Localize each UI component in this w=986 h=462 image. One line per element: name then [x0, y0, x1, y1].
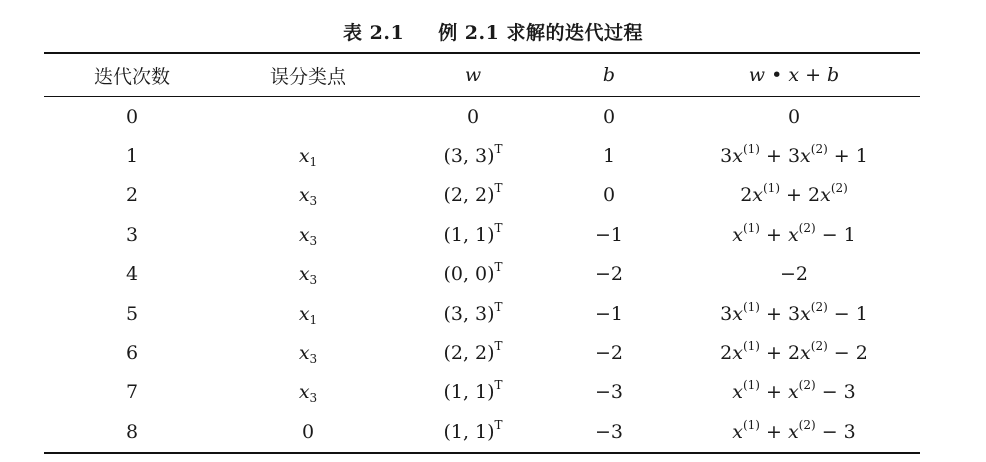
w-vector: 0 [466, 105, 480, 128]
expression-text: $2x^{(1)} + 2x^{(2)} - 2$ [720, 339, 868, 365]
expression-text: −2 [779, 263, 808, 286]
cell-b: −1 [594, 302, 623, 325]
point-subscript: 1 [309, 312, 318, 327]
expression-text: $x^{(1)} + x^{(2)} - 3$ [732, 417, 856, 443]
transpose-superscript: T [494, 299, 503, 314]
cell-misclassified-point [220, 333, 396, 372]
point-subscript: 3 [309, 194, 318, 209]
cell-misclassified-point [220, 136, 396, 175]
cell-iteration: 6 [125, 342, 139, 365]
point-symbol: x [298, 263, 310, 286]
point-symbol: x [298, 145, 310, 168]
cell-w [396, 136, 550, 175]
cell-w [396, 294, 550, 333]
cell-w [396, 255, 550, 294]
point-subscript: 3 [309, 352, 318, 367]
w-vector: (3, 3) [443, 145, 495, 168]
cell-b: −1 [594, 223, 623, 246]
transpose-superscript: T [494, 220, 503, 235]
point-subscript: 3 [309, 233, 318, 248]
table-row [44, 215, 920, 254]
cell-iteration: 5 [125, 302, 139, 325]
cell-misclassified-point [220, 255, 396, 294]
cell-b: 1 [602, 145, 616, 168]
cell-b: −2 [594, 342, 623, 365]
iteration-table [44, 52, 920, 454]
w-vector: (0, 0) [443, 263, 495, 286]
cell-expression [668, 176, 920, 215]
iteration-table-container [44, 52, 920, 454]
cell-iteration: 0 [125, 105, 139, 128]
transpose-superscript: T [494, 417, 503, 432]
table-row [44, 333, 920, 372]
header-misclassified-point: 误分类点 [269, 65, 346, 88]
table-row [44, 255, 920, 294]
w-vector: (1, 1) [443, 381, 495, 404]
point-subscript: 1 [309, 155, 318, 170]
cell-expression [668, 412, 920, 452]
transpose-superscript: T [494, 260, 503, 275]
w-vector: (2, 2) [443, 342, 495, 365]
cell-iteration: 7 [125, 381, 139, 404]
table-row [44, 176, 920, 215]
cell-misclassified-point [220, 373, 396, 412]
transpose-superscript: T [494, 181, 503, 196]
cell-iteration: 4 [125, 263, 139, 286]
cell-w [396, 373, 550, 412]
cell-iteration: 3 [125, 223, 139, 246]
point-symbol: x [298, 184, 310, 207]
table-row [44, 136, 920, 175]
table-title: 例 2.1 求解的迭代过程 [438, 22, 643, 44]
cell-b: −3 [594, 381, 623, 404]
cell-iteration: 1 [125, 145, 139, 168]
cell-misclassified-point [220, 294, 396, 333]
point-symbol: x [298, 381, 310, 404]
point-symbol: x [298, 223, 310, 246]
table-row [44, 412, 920, 452]
table-number: 表 2.1 [343, 22, 405, 44]
expression-text: $3x^{(1)} + 3x^{(2)} + 1$ [720, 142, 868, 168]
header-b: b [602, 64, 616, 86]
point-subscript: 3 [309, 273, 318, 288]
expression-text: $2x^{(1)} + 2x^{(2)}$ [740, 181, 848, 207]
cell-expression [668, 373, 920, 412]
cell-b: 0 [602, 105, 616, 128]
cell-misclassified-point [220, 97, 396, 137]
expression-text: $x^{(1)} + x^{(2)} - 1$ [732, 220, 856, 246]
cell-expression [668, 215, 920, 254]
cell-w [396, 412, 550, 452]
cell-misclassified-point [220, 215, 396, 254]
point-symbol: x [298, 342, 310, 365]
w-vector: (3, 3) [443, 302, 495, 325]
expression-text: $3x^{(1)} + 3x^{(2)} - 1$ [720, 299, 868, 325]
expression-text: 0 [787, 105, 801, 128]
point-symbol: 0 [301, 420, 315, 443]
w-vector: (1, 1) [443, 223, 495, 246]
expression-text: $x^{(1)} + x^{(2)} - 3$ [732, 378, 856, 404]
header-w: w [464, 64, 482, 86]
cell-w [396, 97, 550, 137]
cell-w [396, 176, 550, 215]
cell-expression [668, 97, 920, 137]
table-row [44, 97, 920, 137]
cell-iteration: 2 [125, 184, 139, 207]
cell-misclassified-point [220, 176, 396, 215]
cell-w [396, 333, 550, 372]
table-row [44, 373, 920, 412]
table-row [44, 294, 920, 333]
cell-b: −2 [594, 263, 623, 286]
cell-b: 0 [602, 184, 616, 207]
cell-expression [668, 294, 920, 333]
cell-expression [668, 136, 920, 175]
header-row [44, 53, 920, 97]
cell-expression [668, 333, 920, 372]
cell-w [396, 215, 550, 254]
table-caption [0, 18, 986, 45]
header-iteration-count: 迭代次数 [93, 65, 170, 88]
cell-expression [668, 255, 920, 294]
transpose-superscript: T [494, 378, 503, 393]
cell-b: −3 [594, 420, 623, 443]
point-subscript: 3 [309, 391, 318, 406]
w-vector: (2, 2) [443, 184, 495, 207]
w-vector: (1, 1) [443, 420, 495, 443]
transpose-superscript: T [494, 339, 503, 354]
point-symbol: x [298, 302, 310, 325]
cell-iteration: 8 [125, 420, 139, 443]
transpose-superscript: T [494, 142, 503, 157]
cell-misclassified-point [220, 412, 396, 452]
header-expression: w • x + b [748, 64, 840, 86]
